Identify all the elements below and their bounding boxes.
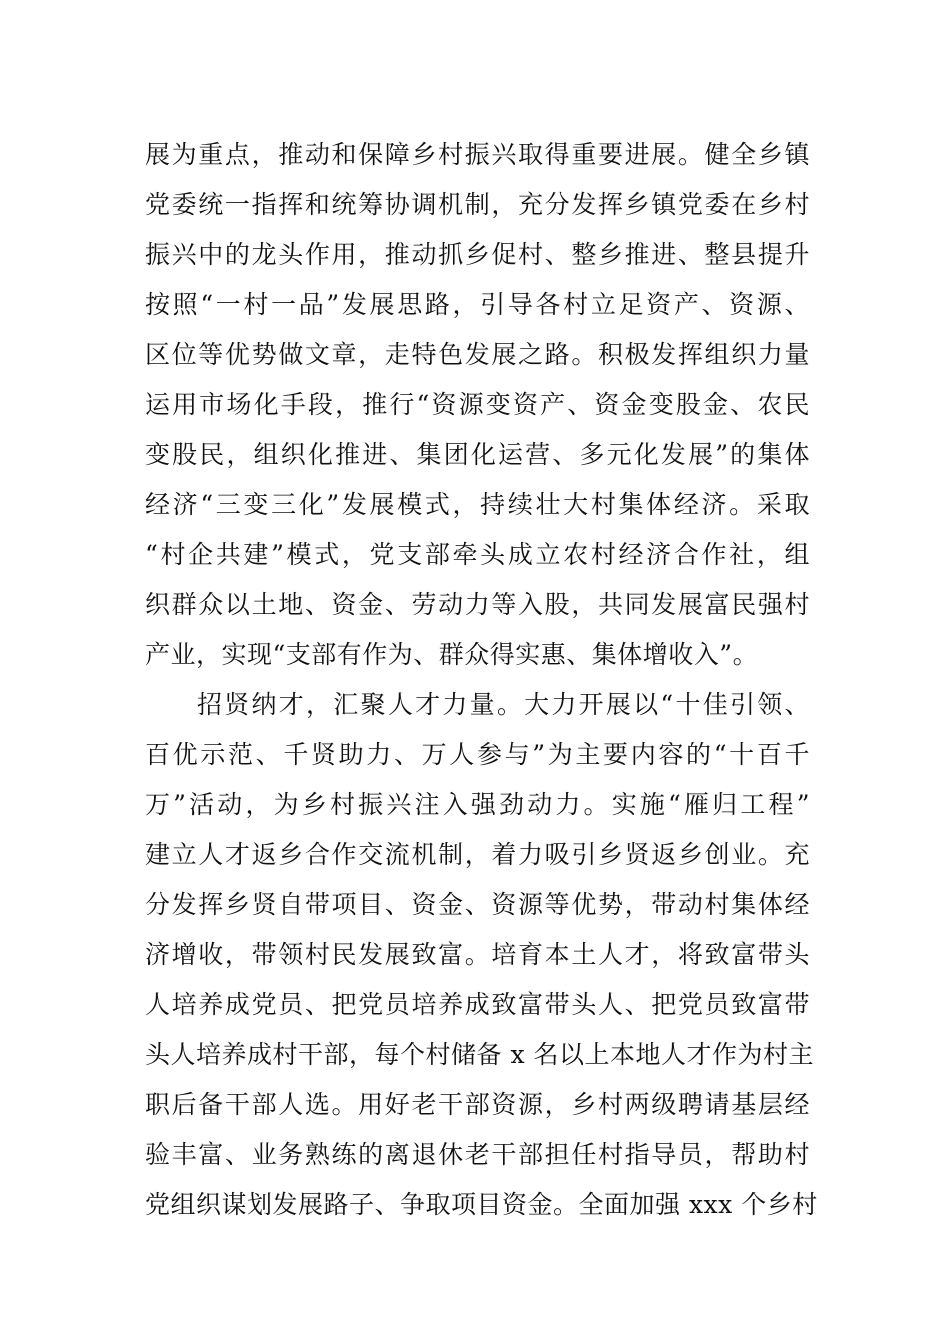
text-line: 分发挥乡贤自带项目、资金、资源等优势，带动村集体经 bbox=[145, 890, 810, 919]
text-line: 织群众以土地、资金、劳动力等入股，共同发展富民强村 bbox=[145, 590, 810, 619]
text-line: 党组织谋划发展路子、争取项目资金。全面加强 xxx 个乡村 bbox=[145, 1190, 818, 1219]
paragraph-start-line: 招贤纳才，汇聚人才力量。大力开展以“十佳引领、 bbox=[197, 690, 810, 719]
text-line: 人培养成党员、把党员培养成致富带头人、把党员致富带 bbox=[145, 990, 810, 1019]
text-line: 头人培养成村干部，每个村储备 x 名以上本地人才作为村主 bbox=[145, 1040, 814, 1069]
text-line: 运用市场化手段，推行“资源变资产、资金变股金、农民 bbox=[145, 390, 810, 419]
text-line: 百优示范、千贤助力、万人参与”为主要内容的“十百千 bbox=[145, 740, 810, 769]
text-line: 验丰富、业务熟练的离退休老干部担任村指导员，帮助村 bbox=[145, 1140, 810, 1169]
text-line: 振兴中的龙头作用，推动抓乡促村、整乡推进、整县提升 bbox=[145, 240, 810, 269]
text-line: 按照“一村一品”发展思路，引导各村立足资产、资源、 bbox=[145, 290, 810, 319]
body-text bbox=[145, 130, 818, 1230]
text-line: “村企共建”模式，党支部牵头成立农村经济合作社，组 bbox=[145, 540, 810, 569]
text-line: 职后备干部人选。用好老干部资源，乡村两级聘请基层经 bbox=[145, 1090, 810, 1119]
text-line: 展为重点，推动和保障乡村振兴取得重要进展。健全乡镇 bbox=[145, 140, 810, 169]
text-line: 党委统一指挥和统筹协调机制，充分发挥乡镇党委在乡村 bbox=[145, 190, 810, 219]
text-line: 万”活动，为乡村振兴注入强劲动力。实施“雁归工程” bbox=[145, 790, 810, 819]
text-line: 建立人才返乡合作交流机制，着力吸引乡贤返乡创业。充 bbox=[145, 840, 810, 869]
text-line: 产业，实现“支部有作为、群众得实惠、集体增收入”。 bbox=[145, 640, 759, 669]
text-line: 变股民，组织化推进、集团化运营、多元化发展”的集体 bbox=[145, 440, 810, 469]
text-line: 济增收，带领村民发展致富。培育本土人才，将致富带头 bbox=[145, 940, 810, 969]
text-line: 区位等优势做文章，走特色发展之路。积极发挥组织力量 bbox=[145, 340, 810, 369]
text-line: 经济“三变三化”发展模式，持续壮大村集体经济。采取 bbox=[145, 490, 810, 519]
